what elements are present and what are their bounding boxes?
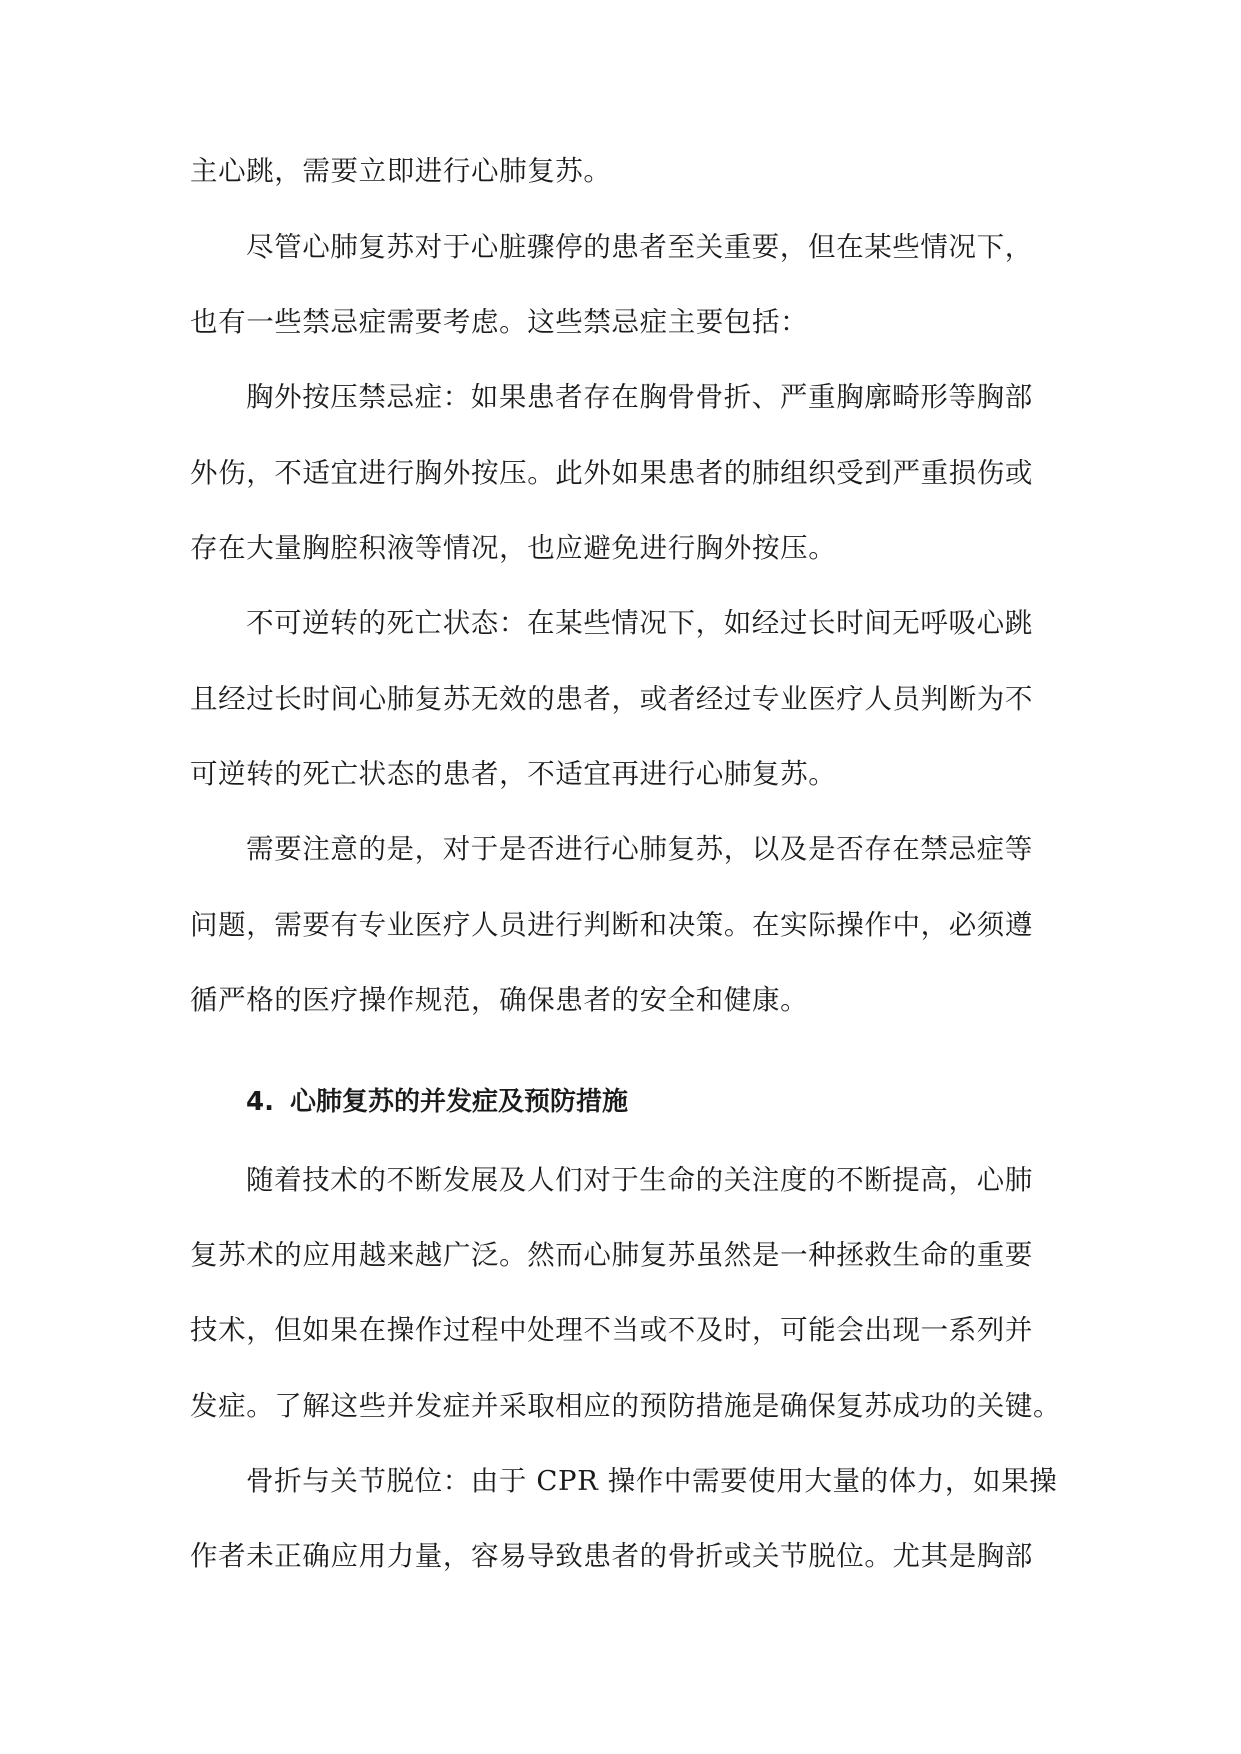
paragraph-line: 发症。了解这些并发症并采取相应的预防措施是确保复苏成功的关键。: [190, 1390, 1062, 1422]
paragraph-line: 外伤，不适宜进行胸外按压。此外如果患者的肺组织受到严重损伤或: [190, 457, 1033, 489]
paragraph-line: 问题，需要有专业医疗人员进行判断和决策。在实际操作中，必须遵: [190, 909, 1033, 941]
paragraph-line: 复苏术的应用越来越广泛。然而心肺复苏虽然是一种拯救生命的重要: [190, 1239, 1033, 1271]
paragraph-line: 作者未正确应用力量，容易导致患者的骨折或关节脱位。尤其是胸部: [190, 1540, 1033, 1572]
paragraph-line: 需要注意的是，对于是否进行心肺复苏，以及是否存在禁忌症等: [246, 833, 1033, 865]
paragraph-line: 循严格的医疗操作规范，确保患者的安全和健康。: [190, 984, 809, 1016]
paragraph-line: 随着技术的不断发展及人们对于生命的关注度的不断提高，心肺: [246, 1164, 1033, 1196]
paragraph-line: 可逆转的死亡状态的患者，不适宜再进行心肺复苏。: [190, 758, 837, 790]
section-heading: [246, 1082, 628, 1122]
paragraph-line: 也有一些禁忌症需要考虑。这些禁忌症主要包括：: [190, 306, 809, 338]
section-number: 4.: [246, 1087, 274, 1117]
paragraph-line: 技术，但如果在操作过程中处理不当或不及时，可能会出现一系列并: [190, 1314, 1033, 1346]
paragraph-line: 主心跳，需要立即进行心肺复苏。: [190, 155, 612, 187]
paragraph-line: 且经过长时间心肺复苏无效的患者，或者经过专业医疗人员判断为不: [190, 683, 1033, 715]
section-title: 心肺复苏的并发症及预防措施: [290, 1087, 629, 1117]
paragraph-line: 存在大量胸腔积液等情况，也应避免进行胸外按压。: [190, 532, 837, 564]
paragraph-line: 尽管心肺复苏对于心脏骤停的患者至关重要，但在某些情况下，: [246, 231, 1033, 263]
paragraph-line: 胸外按压禁忌症：如果患者存在胸骨骨折、严重胸廓畸形等胸部: [246, 381, 1033, 413]
paragraph-line: 骨折与关节脱位：由于 CPR 操作中需要使用大量的体力，如果操: [246, 1465, 1058, 1497]
paragraph-line: 不可逆转的死亡状态：在某些情况下，如经过长时间无呼吸心跳: [246, 607, 1033, 639]
